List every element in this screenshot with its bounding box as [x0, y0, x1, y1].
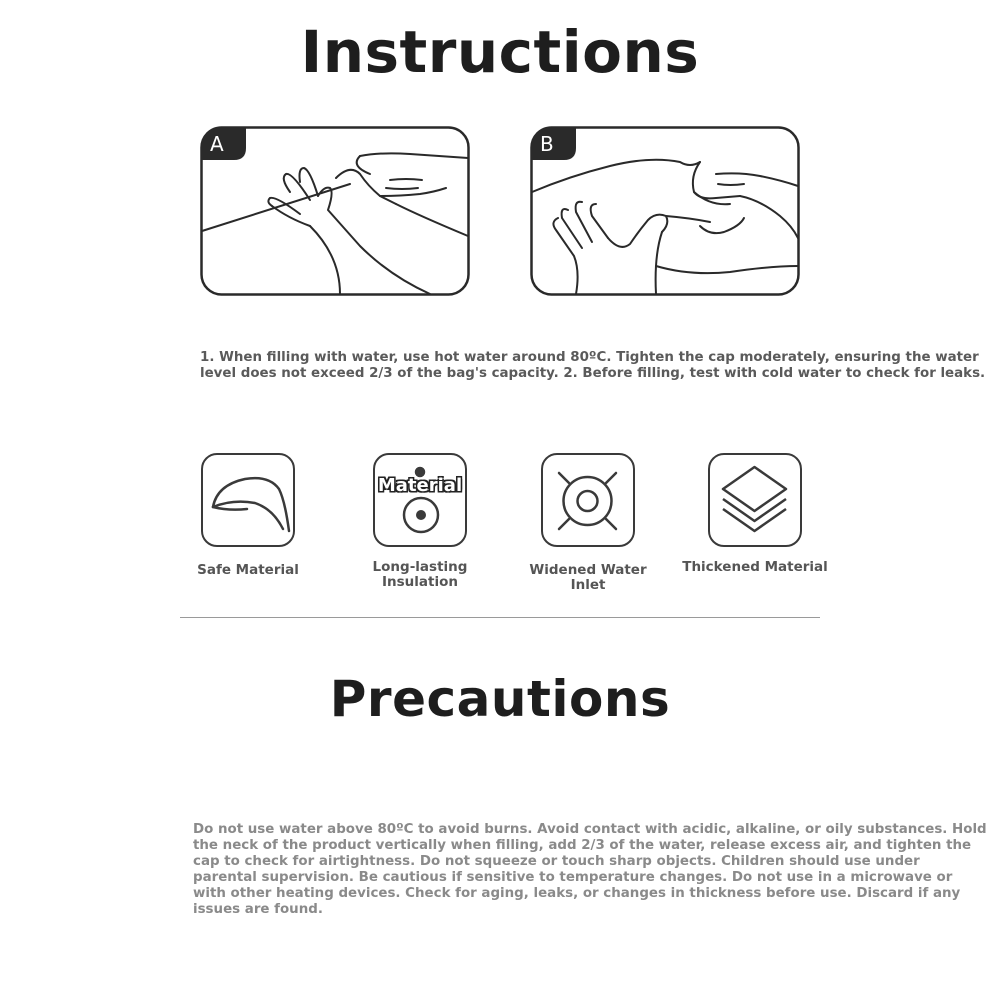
feature-label-safe-material: Safe Material	[197, 562, 299, 578]
feature-overlay-material: Material	[377, 475, 463, 496]
feature-label-long-lasting-insulation: Long-lasting Insulation	[372, 559, 468, 590]
feature-label-widened-water-inlet: Widened Water Inlet	[529, 562, 647, 593]
precautions-title: Precautions	[329, 670, 671, 728]
wide-inlet-icon	[541, 453, 635, 547]
panel-letter-b: B	[540, 132, 554, 156]
thermos-icon	[373, 453, 467, 547]
feature-thickened-material	[680, 453, 830, 575]
hands-pressing-bag-illustration	[200, 126, 470, 296]
feature-long-lasting-insulation	[345, 453, 495, 590]
hands-holding-neck-illustration	[530, 126, 800, 296]
illustration-panel-b	[530, 126, 800, 296]
feature-label-thickened-material: Thickened Material	[682, 559, 828, 575]
feature-safe-material	[173, 453, 323, 578]
panel-letter-a: A	[210, 132, 224, 156]
instructions-text: 1. When filling with water, use hot water around 80ºC. Tighten the cap moderately, ensuring the water level does not exceed 2/3 of the bag's capacity. 2. Before filling, test with cold water to check for leaks.	[200, 350, 986, 381]
layers-icon	[708, 453, 802, 547]
section-divider	[180, 617, 820, 618]
leaf-icon	[201, 453, 295, 547]
instructions-title: Instructions	[300, 18, 700, 86]
feature-widened-water-inlet	[513, 453, 663, 593]
precautions-text: Do not use water above 80ºC to avoid burns. Avoid contact with acidic, alkaline, or oily substances. Hold the neck of the product vertically when filling, add 2/3 of the water, release excess air, and tighten the cap to check for airtightness. Do not squeeze or touch sharp objects. Children should use under parental supervision. Be cautious if sensitive to temperature changes. Do not use in a microwave or with other heating devices. Check for aging, leaks, or changes in thickness before use. Discard if any issues are found.	[193, 822, 987, 917]
illustration-panel-a	[200, 126, 470, 296]
